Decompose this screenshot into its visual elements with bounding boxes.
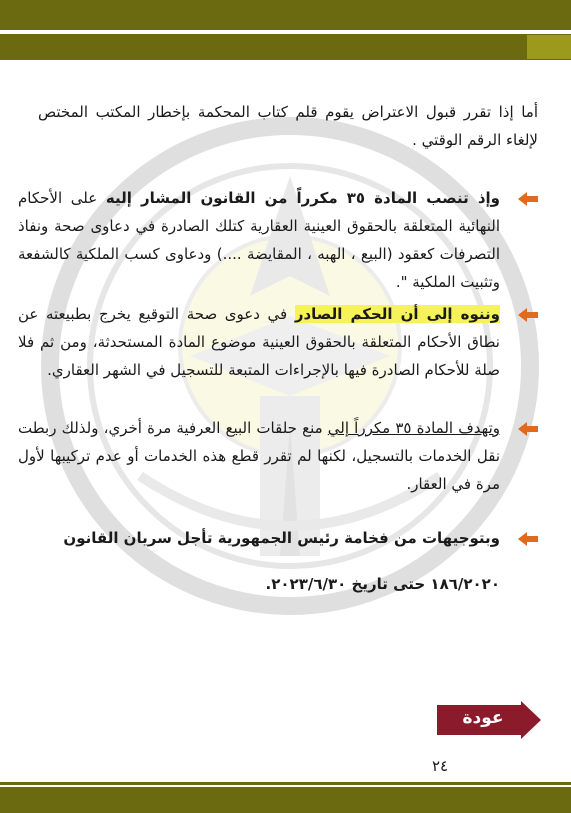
- page-number: ٢٤: [431, 757, 449, 775]
- bullet-2-text: في دعوى صحة التوقيع يخرج بطبيعته عن نطاق الأحكام المتعلقة بالحقوق العينية موضوع المادة المستحدثة، ومن ثم فلا صلة للأحكام الصادرة فيها بالإجراءات المتبعة للتسجيل في الشهر العقاري.: [18, 305, 500, 379]
- arrow-bullet-icon: [518, 308, 538, 322]
- arrow-bullet-icon: [518, 192, 538, 206]
- final-line-2: ١٨٦/٢٠٢٠ حتى تاريخ ٢٠٢٣/٦/٣٠.: [265, 575, 500, 593]
- bullet-item-1: [18, 184, 538, 296]
- arrow-bullet-icon: [518, 532, 538, 546]
- final-line-1: وبتوجيهات من فخامة رئيس الجمهورية تأجل سريان القانون: [63, 529, 500, 547]
- bullet-item-3: [18, 414, 538, 498]
- bottom-band: [0, 787, 571, 813]
- bullet-1-text: على الأحكام النهائية المتعلقة بالحقوق العينية العقارية كتلك الصادرة في دعاوى صحة ونفاذ التصرفات كعقود (البيع ، الهبه ، المقايضة ....) ودعاوى كسب الملكية كالشفعة وتثبيت الملكية ".: [18, 189, 500, 291]
- bullet-1-bold: وإذ تنصب المادة ٣٥ مكرراً من القانون المشار إليه: [105, 189, 500, 207]
- arrow-bullet-icon: [518, 422, 538, 436]
- back-button-label: عودة: [462, 708, 504, 728]
- back-button[interactable]: [437, 701, 541, 739]
- top-band-lower: [0, 34, 571, 60]
- bullet-item-final: [18, 522, 538, 600]
- bullet-3-text: منع حلقات البيع العرفية مرة أخري، ولذلك ربطت نقل الخدمات بالتسجيل، لكنها لم تقرر قطع هذه الخدمات أو عدم تركيبها لأول مرة في العقار.: [18, 419, 500, 493]
- page-content: [18, 98, 538, 600]
- intro-paragraph: أما إذا تقرر قبول الاعتراض يقوم قلم كتاب المحكمة بإخطار المكتب المختص لإلغاء الرقم الوقتي .: [38, 103, 538, 149]
- top-band: [0, 0, 571, 30]
- bullet-item-2: [18, 300, 538, 384]
- bullet-3-underlined: وتهدف المادة ٣٥ مكرراً إلي: [327, 419, 500, 437]
- top-corner-tab: [527, 35, 571, 59]
- bottom-line: [0, 782, 571, 785]
- bullet-2-bold: وننوه إلى أن الحكم الصادر: [294, 305, 500, 323]
